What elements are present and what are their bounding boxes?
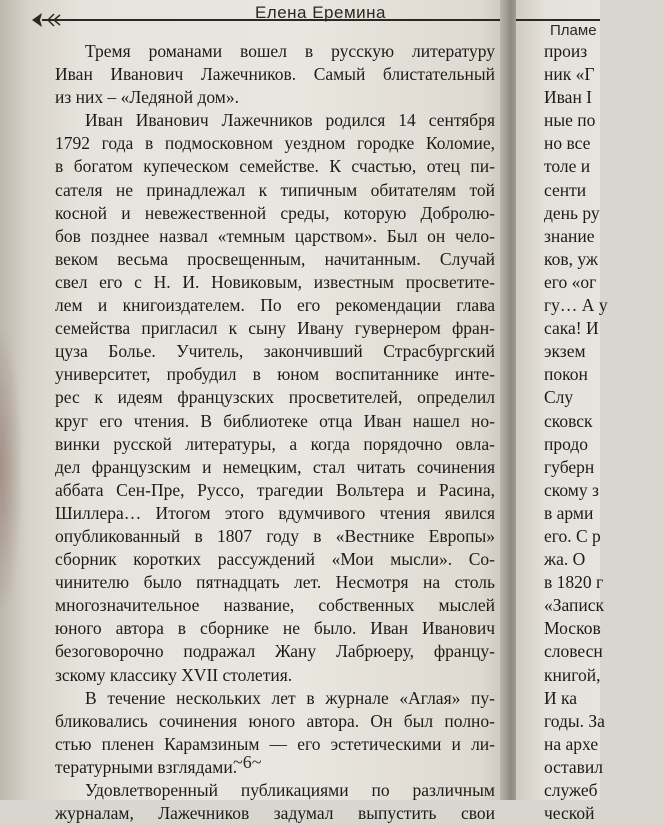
text-line: лем и книгоиздателем. По его рекомендации глава: [55, 295, 495, 316]
text-line: Слу: [544, 387, 574, 408]
text-line: покон: [544, 364, 588, 385]
text-line: его. С р: [544, 525, 601, 546]
page-number: ~6~: [233, 752, 262, 772]
right-page: [516, 0, 608, 824]
text-line: Удовлетворенный публикациями по различным: [85, 780, 495, 800]
text-line: ческой: [544, 803, 595, 824]
text-line: толе и: [544, 156, 591, 177]
text-line: бов позднее назвал «темным царством». Был он чело-: [55, 225, 495, 246]
text-line: ник «Г: [544, 64, 595, 85]
text-line: Тремя романами вошел в русскую литературу: [85, 41, 495, 61]
text-line: ные по: [544, 110, 596, 131]
text-line: жа. О: [544, 549, 586, 570]
text-line: из них – «Ледяной дом».: [55, 87, 239, 108]
text-line: годы. За: [544, 710, 605, 731]
text-line: произ: [544, 41, 588, 61]
text-line: винки русской литературы, а когда порядочно овла-: [55, 433, 495, 454]
text-line: Шиллера… Итогом этого вдумчивого чтения явился: [55, 502, 495, 523]
text-line: губерн: [544, 456, 595, 477]
text-line: скому з: [544, 479, 599, 500]
text-line: Иван Иванович Лажечников родился 14 сентября: [85, 110, 495, 131]
right-header-rule: [516, 19, 600, 21]
text-line: В течение нескольких лет в журнале «Аглая» пу-: [85, 687, 495, 708]
text-line: тературными взглядами.: [55, 756, 238, 777]
text-line: И ка: [544, 687, 578, 708]
text-line: свел его с Н. И. Новиковым, известным просветите-: [55, 271, 495, 292]
text-line: 1792 года в подмосковном уездном городке Коломие,: [55, 133, 495, 154]
running-head-author: Елена Еремина: [254, 3, 386, 22]
finger-shadow: [0, 330, 22, 610]
text-line: сака! И: [544, 318, 599, 339]
text-line: аббата Сен-Пре, Руссо, трагедии Вольтера и Расина,: [55, 479, 495, 500]
text-line: на архе: [544, 733, 599, 754]
text-line: оставил: [544, 756, 603, 777]
text-line: в богатом купеческом семействе. К счастью, отец пи-: [55, 156, 495, 177]
text-line: словесн: [544, 641, 603, 662]
text-line: косной и невежественной среды, которую Добролю-: [55, 202, 495, 223]
text-line: ков, уж: [544, 248, 598, 269]
text-line: веком весьма просвещенным, начитанным. Случай: [55, 248, 495, 269]
text-line: цуза Болье. Учитель, закончивший Страсбургский: [55, 341, 495, 362]
text-line: университет, пробудил в юном воспитаннике инте-: [55, 364, 495, 385]
text-line: чинителю было пятнадцать лет. Несмотря на столь: [55, 572, 495, 593]
text-line: «Записк: [544, 595, 605, 616]
text-line: сборник коротких рассуждений «Мои мысли». Со-: [55, 549, 495, 570]
text-line: зскому классику XVII столетия.: [55, 664, 293, 685]
text-line: бликовались сочинения юного автора. Он был полно-: [55, 710, 495, 731]
text-line: гу… А у: [544, 295, 608, 316]
text-line: книгой,: [544, 664, 601, 685]
text-line: его «ог: [544, 271, 597, 292]
text-line: сенти: [544, 179, 587, 200]
text-line: день ру: [544, 202, 600, 223]
text-line: дел французским и немецким, стал читать сочинения: [55, 456, 495, 477]
main-text: [55, 40, 495, 825]
text-line: рес к идеям французских просветителей, определил: [55, 387, 495, 408]
text-line: Москов: [544, 618, 601, 639]
text-line: юного автора в сборнике не было. Иван Иванович: [55, 618, 495, 639]
text-line: сковск: [544, 410, 593, 431]
text-line: стью пленен Карамзиным — его эстетическими и ли-: [55, 733, 495, 754]
text-line: Иван I: [544, 87, 593, 108]
text-line: многозначительное название, собственных мыслей: [55, 595, 495, 616]
text-line: в 1820 г: [544, 572, 604, 593]
text-line: служеб: [544, 780, 598, 800]
text-line: безоговорочно подражал Жану Лабрюеру, францу-: [55, 641, 495, 662]
text-line: продо: [544, 433, 589, 454]
text-line: Иван Иванович Лажечников. Самый блистательный: [55, 64, 495, 85]
running-head-title: Пламе: [550, 22, 597, 39]
text-line: опубликованный в 1807 году в «Вестнике Европы»: [55, 525, 495, 546]
text-line: семейства пригласил к сыну Ивану гувернером фран-: [55, 318, 495, 339]
text-line: в арми: [544, 502, 594, 523]
text-line: но все: [544, 133, 591, 154]
text-line: круг его чтения. В библиотеке отца Иван нашел но-: [55, 410, 495, 431]
text-line: экзем: [544, 341, 586, 362]
right-page-text: [544, 40, 664, 825]
text-line: журналам, Лажечников задумал выпустить свои: [55, 803, 495, 824]
text-line: знание: [544, 225, 595, 246]
text-line: сателя не принадлежал к типичным обитателям той: [55, 179, 495, 200]
